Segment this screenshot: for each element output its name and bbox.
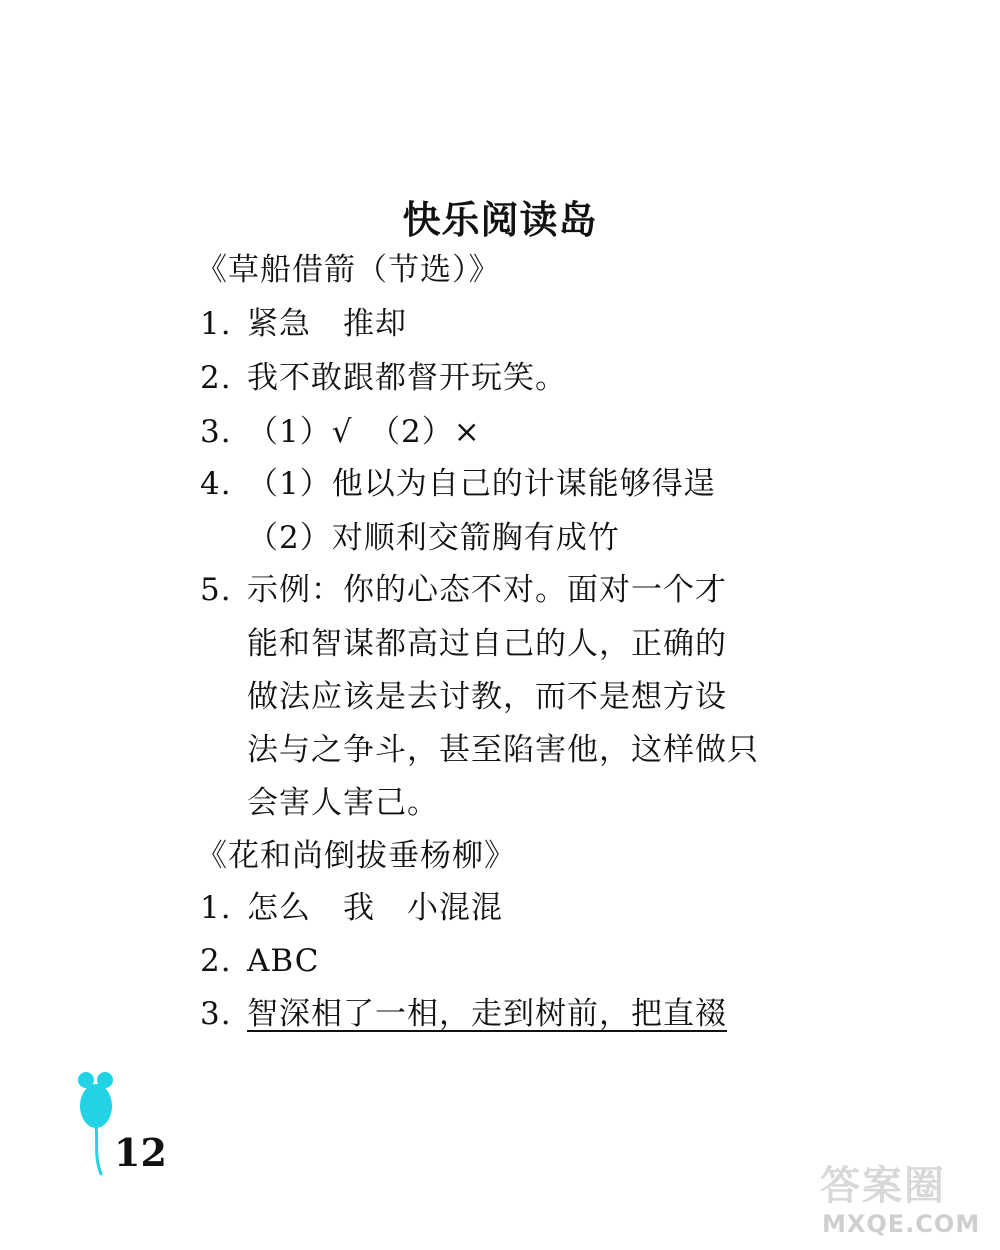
list-item-text: （1）√ （2）×: [247, 414, 481, 450]
page-number: 12: [114, 1130, 167, 1175]
list-item-number: 1.: [200, 306, 232, 342]
list-item-text: 示例：你的心态不对。面对一个才: [247, 572, 727, 608]
list-item-text: 会害人害己。: [247, 785, 439, 821]
section-heading: 《花和尚倒拔垂杨柳》: [196, 838, 516, 874]
list-item-number: 5.: [200, 572, 232, 608]
list-item-text: 紧急 推却: [247, 306, 407, 342]
list-item-number: 2.: [200, 360, 232, 396]
list-item-number: 4.: [200, 466, 232, 502]
list-item-number: 3.: [200, 996, 232, 1032]
list-item-text: ABC: [247, 943, 320, 979]
list-item-number: 3.: [200, 414, 232, 450]
section-heading: 《草船借箭（节选）》: [196, 252, 501, 288]
list-item-text: 智深相了一相，走到树前，把直裰: [247, 996, 727, 1032]
list-item-text: 我不敢跟都督开玩笑。: [247, 360, 567, 396]
list-item-text: （2）对顺利交箭胸有成竹: [247, 520, 620, 556]
list-item-text: 法与之争斗，甚至陷害他，这样做只: [247, 732, 759, 768]
watermark: [820, 1160, 990, 1240]
list-item-text: 做法应该是去讨教，而不是想方设: [247, 679, 727, 715]
list-item-number: 2.: [200, 943, 232, 979]
list-item-text: 怎么 我 小混混: [247, 890, 503, 926]
list-item-number: 1.: [200, 890, 232, 926]
list-item-text: （1）他以为自己的计谋能够得逞: [247, 466, 716, 502]
watermark-logo: 答案圈: [820, 1163, 946, 1209]
page-title: 快乐阅读岛: [402, 198, 598, 242]
watermark-site: MXQE.COM: [822, 1210, 981, 1238]
list-item-text: 能和智谋都高过自己的人，正确的: [247, 626, 727, 662]
